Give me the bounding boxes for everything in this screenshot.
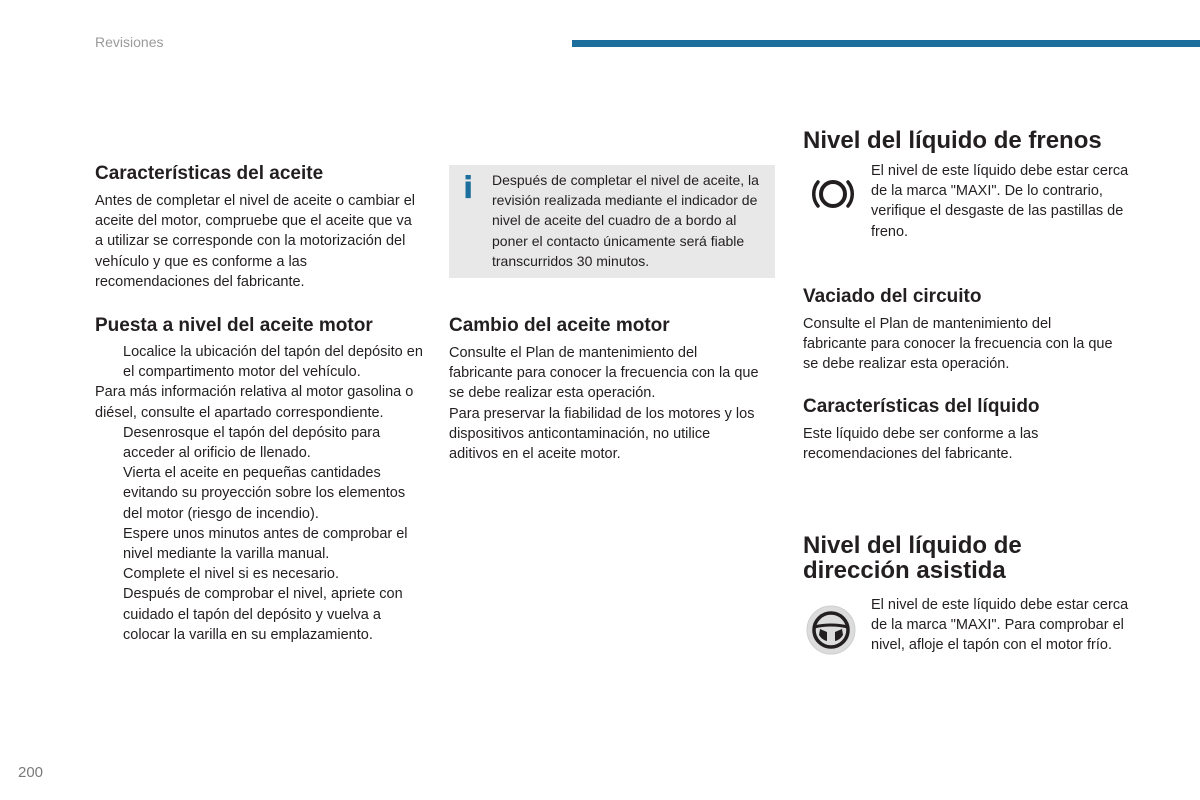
- oil-change-paragraph: Consulte el Plan de mantenimiento del fabricante para conocer la frecuencia con la que se debe realizar esta operación.: [449, 345, 759, 402]
- running-head: Revisiones: [95, 34, 164, 50]
- oil-level-procedure: [95, 342, 425, 645]
- power-steering-text: El nivel de este líquido debe estar cerca de la marca "MAXI". Para comprobar el nivel, afloje el tapón con el motor frío.: [871, 597, 1129, 654]
- brake-fluid-text: El nivel de este líquido debe estar cerca de la marca "MAXI". De lo contrario, verifique el desgaste de las pastillas de freno.: [871, 163, 1129, 240]
- list-item: [95, 584, 425, 645]
- list-item: [95, 524, 425, 564]
- list-item-text: Desenrosque el tapón del depósito para acceder al orificio de llenado.: [123, 424, 381, 462]
- power-steering-heading-line: dirección asistida: [803, 557, 1006, 584]
- oil-level-steps: [95, 423, 425, 645]
- info-note-text: Después de completar el nivel de aceite, la revisión realizada mediante el indicador de nivel de aceite del cuadro de a bordo al poner el contacto únicamente será fiable transcurridos 30 minutos.: [492, 172, 759, 269]
- oil-level-steps-first: [95, 342, 425, 382]
- list-item: [95, 423, 425, 463]
- drain-text: Consulte el Plan de mantenimiento del fabricante para conocer la frecuencia con la que se debe realizar esta operación.: [803, 316, 1113, 373]
- list-item: [95, 564, 425, 584]
- drain-heading: Vaciado del circuito: [803, 286, 982, 307]
- oil-characteristics-text: Antes de completar el nivel de aceite o cambiar el aceite del motor, compruebe que el aceite que va a utilizar se corresponde con la motorización del vehículo y que es conforme a las recomendaciones del fabricante.: [95, 193, 415, 290]
- fluid-characteristics-text: Este líquido debe ser conforme a las recomendaciones del fabricante.: [803, 426, 1039, 463]
- steering-wheel-icon: [803, 602, 859, 658]
- list-item-text: Espere unos minutos antes de comprobar el nivel mediante la varilla manual.: [123, 525, 408, 563]
- page-number: 200: [18, 764, 44, 781]
- header-accent-bar: [572, 40, 1200, 47]
- oil-level-note: Para más información relativa al motor gasolina o diésel, consulte el apartado correspondiente.: [95, 384, 414, 421]
- oil-level-heading: Puesta a nivel del aceite motor: [95, 315, 373, 336]
- list-item: [95, 342, 425, 382]
- info-icon: i: [463, 171, 474, 206]
- oil-change-heading: Cambio del aceite motor: [449, 315, 670, 336]
- oil-change-text: [449, 343, 759, 464]
- brake-warning-icon: [805, 166, 861, 222]
- oil-change-paragraph: Para preservar la fiabilidad de los motores y los dispositivos anticontaminación, no utilice aditivos en el aceite motor.: [449, 405, 755, 463]
- power-steering-heading: [803, 533, 1022, 583]
- list-item-text: Complete el nivel si es necesario.: [123, 566, 339, 583]
- list-item-text: Después de comprobar el nivel, apriete con cuidado el tapón del depósito y vuelva a colocar la varilla en su emplazamiento.: [123, 586, 403, 643]
- brake-fluid-heading: Nivel del líquido de frenos: [803, 127, 1102, 154]
- power-steering-heading-line: Nivel del líquido de: [803, 532, 1022, 559]
- oil-characteristics-heading: Características del aceite: [95, 163, 324, 184]
- list-item-text: Vierta el aceite en pequeñas cantidades evitando su proyección sobre los elementos del motor (riesgo de incendio).: [123, 465, 406, 522]
- list-item-text: Localice la ubicación del tapón del depósito en el compartimento motor del vehículo.: [123, 344, 423, 381]
- list-item: [95, 463, 425, 524]
- info-note-box: [449, 165, 775, 278]
- fluid-characteristics-heading: Características del líquido: [803, 396, 1040, 417]
